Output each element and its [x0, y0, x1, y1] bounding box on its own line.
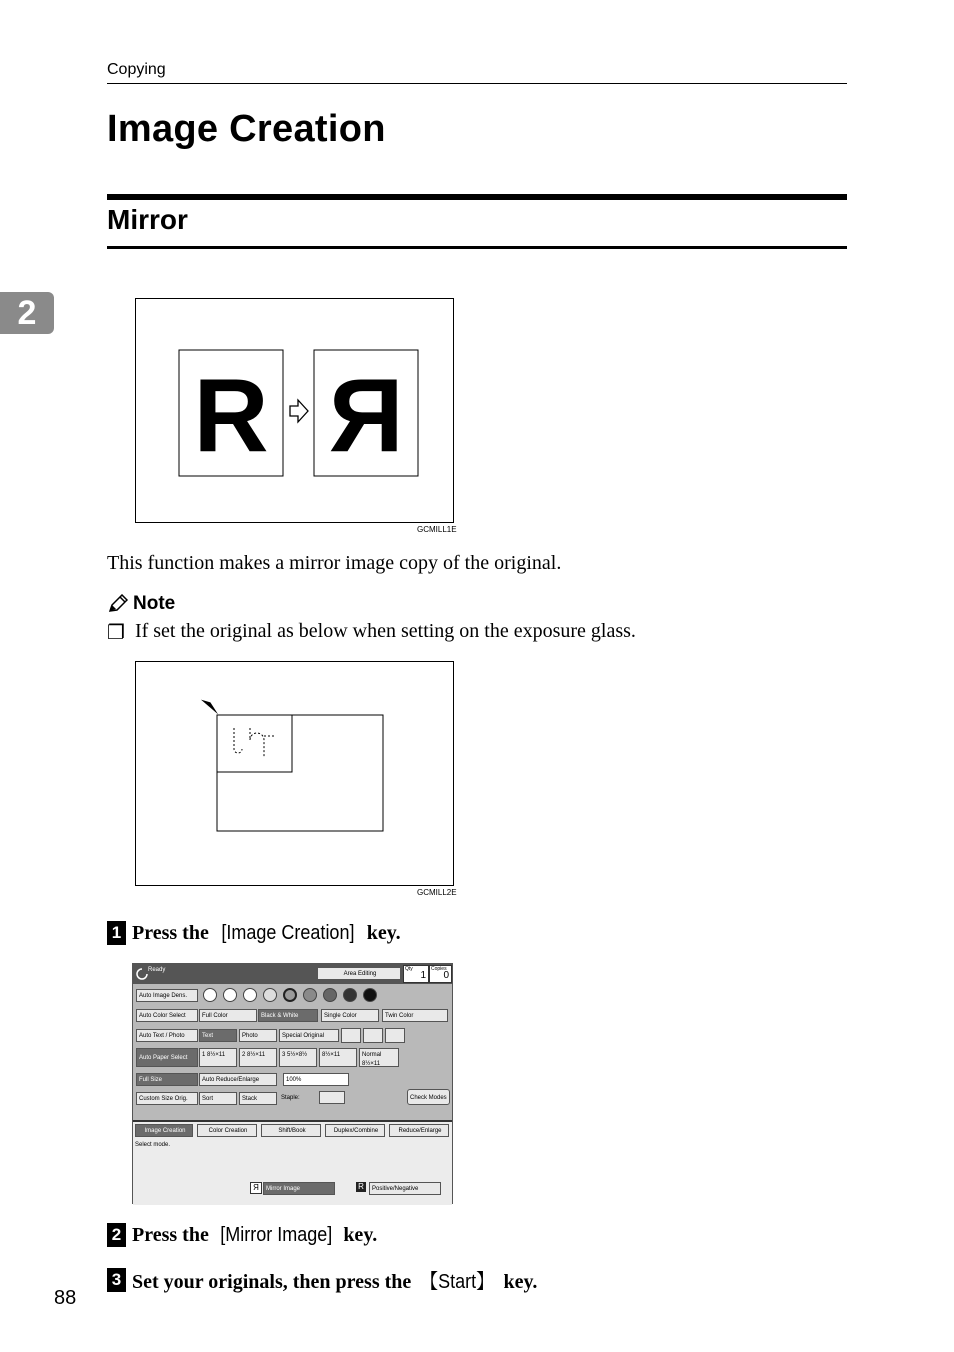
step-number: 3	[107, 1268, 126, 1292]
select-mode-prompt: Select mode.	[135, 1142, 171, 1148]
density-level-1[interactable]	[203, 988, 217, 1002]
note-item	[107, 620, 636, 645]
auto-image-density-button[interactable]: Auto Image Dens.	[136, 989, 198, 1002]
full-size-button[interactable]: Full Size	[136, 1073, 198, 1086]
status-text: Ready	[148, 967, 166, 973]
step-prefix: Press the	[132, 1223, 214, 1246]
header-rule	[107, 83, 847, 84]
ratio-display: 100%	[283, 1073, 349, 1086]
original-document	[217, 715, 292, 772]
section-title: Mirror	[107, 204, 188, 235]
density-level-5[interactable]	[283, 988, 297, 1002]
page-number: 88	[54, 1287, 77, 1309]
panel-title-bar	[133, 964, 452, 984]
step-text	[132, 1224, 377, 1247]
original-orientation-icon-2[interactable]	[363, 1028, 383, 1043]
step-number: 1	[107, 921, 126, 945]
chapter-tab: 2	[0, 292, 54, 334]
placement-illustration-svg	[136, 662, 453, 885]
mirror-icon: R	[250, 1182, 262, 1194]
step-prefix: Set your originals, then press the	[132, 1271, 417, 1293]
original-orientation-icon-3[interactable]	[385, 1028, 405, 1043]
staple-position-button[interactable]	[319, 1091, 345, 1104]
auto-reduce-enlarge-button[interactable]: Auto Reduce/Enlarge	[199, 1073, 277, 1086]
step-prefix: Press the	[132, 921, 214, 944]
density-level-6[interactable]	[303, 988, 317, 1002]
intro-paragraph: This function makes a mirror image copy of the original.	[107, 552, 562, 574]
tab-color-creation[interactable]: Color Creation	[197, 1124, 257, 1137]
step-number: 2	[107, 1223, 126, 1247]
placement-illustration	[135, 661, 454, 886]
note-heading	[107, 593, 175, 615]
original-letter: R	[193, 358, 269, 474]
note-heading-label: Note	[133, 593, 176, 614]
mirrored-letter: R	[328, 358, 404, 474]
stack-button[interactable]: Stack	[239, 1092, 277, 1105]
auto-paper-select-button[interactable]: Auto Paper Select	[136, 1048, 198, 1067]
twin-color-button[interactable]: Twin Color	[382, 1009, 448, 1022]
mirror-illustration-svg	[136, 299, 453, 522]
note-item-text: If set the original as below when setting on the exposure glass.	[134, 620, 636, 642]
original-orientation-icon-1[interactable]	[341, 1028, 361, 1043]
black-white-button[interactable]: Black & White	[258, 1009, 318, 1022]
photo-mode-button[interactable]: Photo	[239, 1029, 277, 1042]
density-level-9[interactable]	[363, 988, 377, 1002]
page-title: Image Creation	[107, 108, 386, 150]
auto-text-photo-button[interactable]: Auto Text / Photo	[136, 1029, 198, 1042]
check-modes-button[interactable]: Check Modes	[407, 1089, 450, 1105]
running-header: Copying	[107, 61, 166, 78]
qty-label: Qty	[405, 966, 413, 972]
tab-duplex-combine[interactable]: Duplex/Combine	[325, 1124, 385, 1137]
mirror-illustration	[135, 298, 454, 523]
density-level-7[interactable]	[323, 988, 337, 1002]
sort-button[interactable]: Sort	[199, 1092, 237, 1105]
tab-image-creation[interactable]: Image Creation	[135, 1124, 193, 1137]
arrow-right-icon	[290, 400, 308, 422]
section-top-rule	[107, 194, 847, 200]
function-area	[133, 1120, 452, 1205]
copies-label: Copies	[431, 966, 447, 972]
full-color-button[interactable]: Full Color	[199, 1009, 257, 1022]
figure-caption: GCMILL2E	[417, 888, 457, 897]
quantity-display	[403, 965, 429, 983]
step-2	[107, 1223, 377, 1247]
key-name: [Image Creation]	[221, 921, 355, 944]
step-suffix: key.	[361, 921, 401, 944]
status-spinner-icon	[136, 968, 148, 980]
bypass-tray[interactable]: Normal 8½×11	[359, 1048, 399, 1067]
staple-label: Staple:	[281, 1095, 300, 1101]
copies-value: 0	[443, 970, 449, 981]
tab-reduce-enlarge[interactable]: Reduce/Enlarge	[389, 1124, 449, 1137]
step-text	[132, 922, 401, 945]
density-level-2[interactable]	[223, 988, 237, 1002]
figure-caption: GCMILL1E	[417, 525, 457, 534]
positive-negative-button[interactable]: Positive/Negative	[369, 1182, 441, 1195]
checkbox-icon: ❐	[107, 622, 125, 644]
density-level-3[interactable]	[243, 988, 257, 1002]
key-name: [Mirror Image]	[220, 1223, 333, 1246]
area-editing-button[interactable]: Area Editing	[317, 967, 401, 980]
step-suffix: key.	[498, 1271, 538, 1293]
density-level-4[interactable]	[263, 988, 277, 1002]
density-level-8[interactable]	[343, 988, 357, 1002]
step-1	[107, 921, 401, 945]
negative-icon: R	[356, 1182, 366, 1192]
paper-tray-2[interactable]: 2 8½×11	[239, 1048, 277, 1067]
paper-tray-3[interactable]: 3 5½×8½	[279, 1048, 317, 1067]
step-suffix: key.	[338, 1223, 378, 1246]
copier-control-panel	[132, 963, 453, 1204]
text-mode-button[interactable]: Text	[199, 1029, 237, 1042]
corner-marker-icon	[201, 698, 218, 717]
key-name: 【Start】	[420, 1271, 495, 1293]
paper-tray-1[interactable]: 1 8½×11	[199, 1048, 237, 1067]
step-3	[107, 1265, 537, 1294]
paper-tray-4[interactable]: 8½×11	[319, 1048, 357, 1067]
single-color-button[interactable]: Single Color	[321, 1009, 379, 1022]
custom-size-original-button[interactable]: Custom Size Orig.	[136, 1092, 198, 1105]
special-original-button[interactable]: Special Original	[279, 1029, 339, 1042]
tab-shift-book[interactable]: Shift/Book	[261, 1124, 321, 1137]
qty-value: 1	[420, 970, 426, 981]
pencil-icon	[107, 594, 129, 614]
auto-color-select-button[interactable]: Auto Color Select	[136, 1009, 198, 1022]
mirror-image-button[interactable]: Mirror Image	[263, 1182, 335, 1195]
step-text	[132, 1265, 537, 1294]
section-bottom-rule	[107, 246, 847, 249]
copies-display	[429, 965, 452, 983]
